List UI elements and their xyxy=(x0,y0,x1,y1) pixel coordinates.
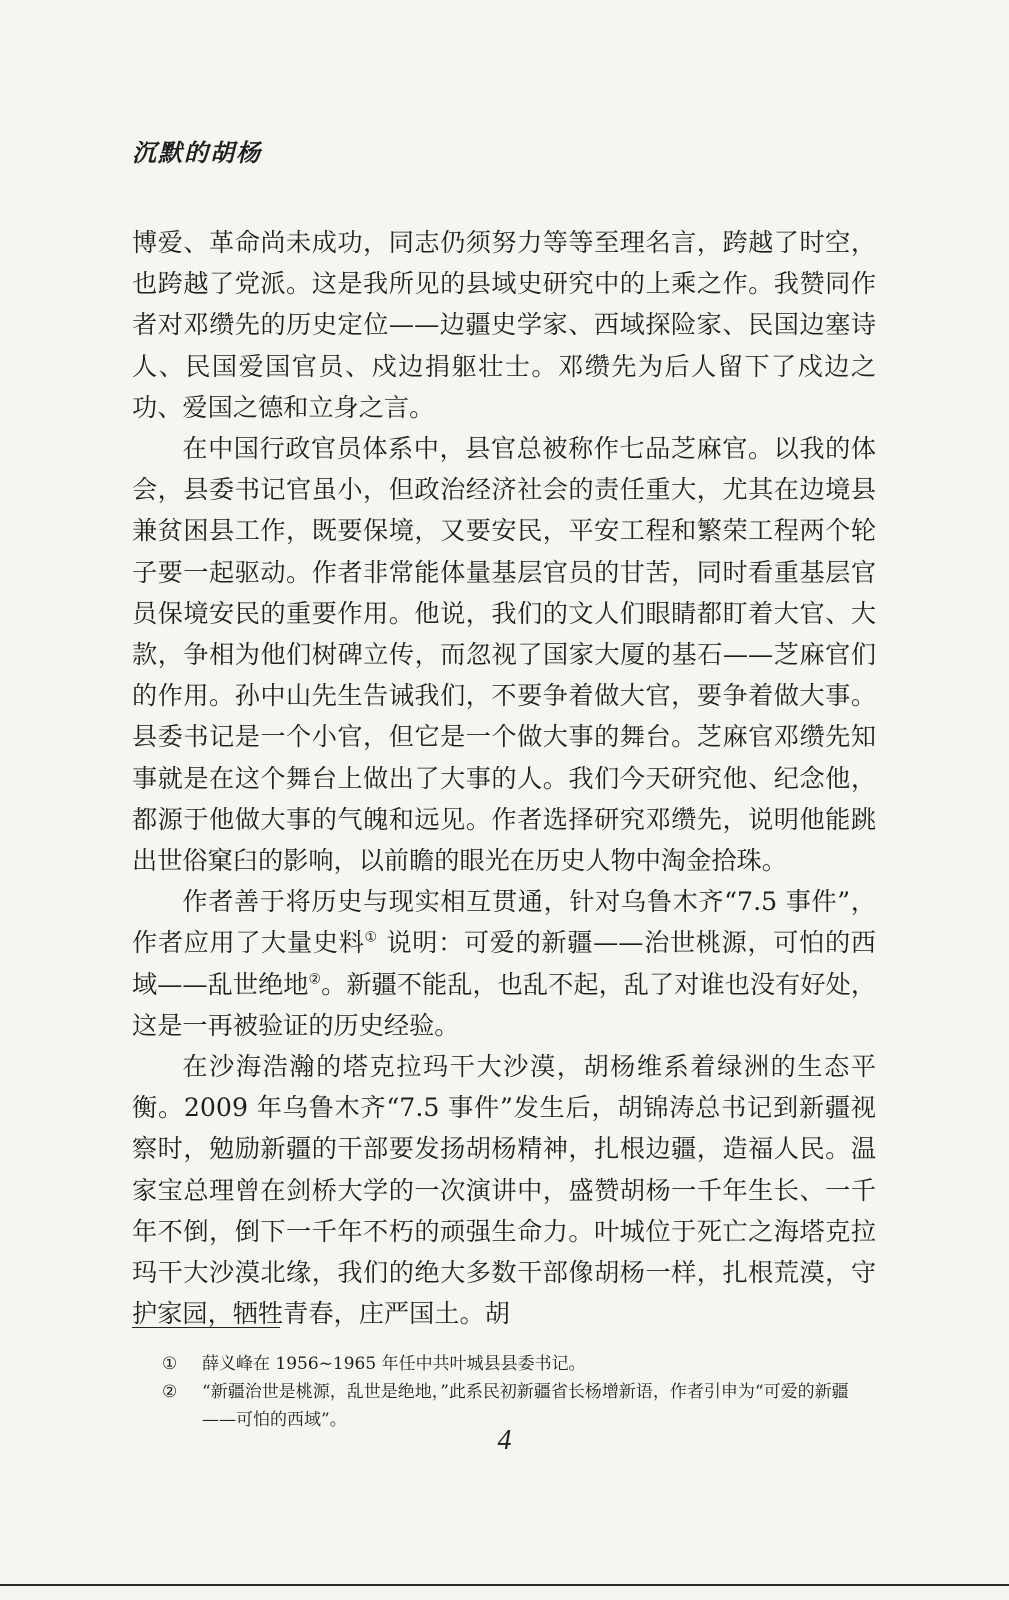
footnote-ref-1: ① xyxy=(364,930,378,947)
paragraph-3 xyxy=(132,881,876,1046)
footnotes xyxy=(162,1350,878,1434)
running-head: 沉默的胡杨 xyxy=(132,138,262,167)
paragraph-3-part-3: 。新疆不能乱，也乱不起，乱了对谁也没有好处，这是一再被验证的历史经验。 xyxy=(132,969,877,1040)
paragraph-4: 在沙海浩瀚的塔克拉玛干大沙漠，胡杨维系着绿洲的生态平衡。2009 年乌鲁木齐“7.5 事件”发生后，胡锦涛总书记到新疆视察时，勉励新疆的干部要发扬胡杨精神，扎根边疆，造福人民。温家宝总理曾在剑桥大学的一次演讲中，盛赞胡杨一千年生长、一千年不倒，倒下一千年不朽的顽强生命力。叶城位于死亡之海塔克拉玛干大沙漠北缘，我们的绝大多数干部像胡杨一样，扎根荒漠，守护家园，牺牲青春，庄严国土。胡 xyxy=(132,1052,876,1329)
paragraph-2: 在中国行政官员体系中，县官总被称作七品芝麻官。以我的体会，县委书记官虽小，但政治经济社会的责任重大，尤其在边境县兼贫困县工作，既要保境，又要安民，平安工程和繁荣工程两个轮子要一起驱动。作者非常能体量基层官员的甘苦，同时看重基层官员保境安民的重要作用。他说，我们的文人们眼睛都盯着大官、大款，争相为他们树碑立传，而忽视了国家大厦的基石——芝麻官们的作用。孙中山先生告诫我们，不要争着做大官，要争着做大事。县委书记是一个小官，但它是一个做大事的舞台。芝麻官邓缵先知事就是在这个舞台上做出了大事的人。我们今天研究他、纪念他，都源于他做大事的气魄和远见。作者选择研究邓缵先，说明他能跳出世俗窠臼的影响，以前瞻的眼光在历史人物中淘金拾珠。 xyxy=(132,434,876,876)
paragraph-1: 博爱、革命尚未成功，同志仍须努力等等至理名言，跨越了时空，也跨越了党派。这是我所见的县域史研究中的上乘之作。我赞同作者对邓缵先的历史定位——边疆史学家、西域探险家、民国边塞诗人、民国爱国官员、戍边捐躯壮士。邓缵先为后人留下了戍边之功、爱国之德和立身之言。 xyxy=(132,228,876,422)
footnote-mark-1: ① xyxy=(162,1354,178,1374)
body-text xyxy=(132,222,876,1334)
footnote-mark-2: ② xyxy=(162,1382,178,1402)
footnote-divider xyxy=(132,1327,280,1328)
paragraph-3-part-2: 说明：可爱的新疆——治世桃源，可怕的西域——乱世绝地 xyxy=(132,928,876,999)
footnote-1 xyxy=(162,1350,878,1378)
page-edge-line xyxy=(0,1584,1009,1586)
footnote-ref-2: ② xyxy=(308,971,322,988)
paragraph-3-part-1: 作者善于将历史与现实相互贯通，针对乌鲁木齐“7.5 事件”，作者应用了大量史料 xyxy=(132,887,876,958)
page-number: 4 xyxy=(497,1425,512,1456)
footnote-text-2: “新疆治世是桃源，乱世是绝地，”此系民初新疆省长杨增新语，作者引申为“可爱的新疆——可怕的西域”。 xyxy=(202,1382,849,1430)
footnote-text-1: 薛义峰在 1956~1965 年任中共叶城县县委书记。 xyxy=(202,1354,586,1374)
